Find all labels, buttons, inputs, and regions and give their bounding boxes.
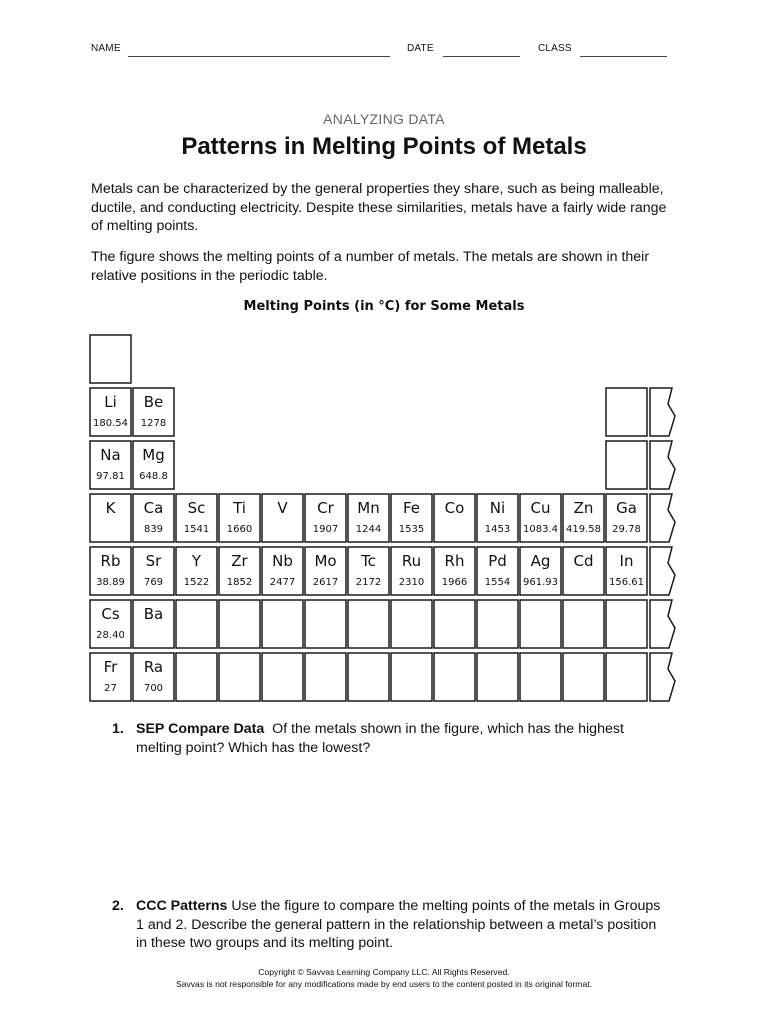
element-symbol: Nb: [272, 552, 293, 570]
element-cell: [348, 653, 389, 701]
element-cell: [219, 653, 260, 701]
element-symbol: Ag: [530, 552, 551, 570]
element-cell: [176, 653, 217, 701]
element-cell: [477, 600, 518, 648]
class-field[interactable]: [580, 56, 667, 57]
table-break-edge: [650, 600, 675, 648]
melting-point-value: 769: [143, 577, 164, 588]
element-symbol: Cu: [530, 499, 551, 517]
element-symbol: Pd: [488, 552, 507, 570]
element-cell: [434, 653, 475, 701]
element-symbol: Zr: [231, 552, 248, 570]
table-break-edge: [650, 441, 675, 489]
melting-point-value: 1966: [441, 577, 468, 588]
question-text: Use the figure to compare the melting points of the metals in Groups 1 and 2. Describe the general pattern in the relationship between a metal’s position in these two groups and its melting point.: [136, 898, 661, 951]
melting-point-value: 1278: [140, 418, 167, 429]
element-symbol: Y: [191, 552, 202, 570]
melting-point-value: 2477: [269, 577, 296, 588]
section-kicker: ANALYZING DATA: [323, 111, 445, 127]
element-cell: [563, 600, 604, 648]
element-symbol: K: [105, 499, 116, 517]
name-field[interactable]: [128, 56, 390, 57]
element-cell: [434, 600, 475, 648]
intro-paragraph-2: The figure shows the melting points of a number of metals. The metals are shown in their relative positions in the periodic table.: [91, 249, 650, 284]
element-cell: [606, 653, 647, 701]
melting-point-value: 1541: [183, 524, 210, 535]
melting-point-value: 1554: [484, 577, 511, 588]
element-symbol: Cd: [573, 552, 594, 570]
element-symbol: Cr: [317, 499, 334, 517]
melting-point-value: 1852: [226, 577, 253, 588]
figure-title: Melting Points (in °C) for Some Metals: [243, 299, 525, 314]
element-symbol: Co: [444, 499, 465, 517]
date-field[interactable]: [443, 56, 520, 57]
element-cell: [90, 335, 131, 383]
melting-point-value: 27: [104, 683, 117, 694]
question-number: 1.: [112, 721, 124, 737]
element-symbol: Mg: [142, 446, 165, 464]
element-symbol: Rh: [444, 552, 465, 570]
element-symbol: Ra: [143, 658, 164, 676]
element-cell: [262, 600, 303, 648]
melting-point-value: 648.8: [139, 471, 168, 482]
element-symbol: Cs: [101, 605, 120, 623]
question-tag: CCC Patterns: [136, 898, 228, 914]
element-cell: [348, 600, 389, 648]
page-title: Patterns in Melting Points of Metals: [181, 133, 587, 160]
element-cell: [176, 600, 217, 648]
melting-point-value: 97.81: [96, 471, 125, 482]
element-symbol: Tc: [361, 552, 376, 570]
date-label: DATE: [407, 43, 434, 54]
melting-point-value: 961.93: [523, 577, 558, 588]
melting-point-value: 2617: [312, 577, 339, 588]
element-cell: [606, 388, 647, 436]
melting-point-value: 1660: [226, 524, 253, 535]
table-break-edge: [650, 388, 675, 436]
melting-point-value: 1453: [484, 524, 511, 535]
element-cell: [305, 600, 346, 648]
element-cell: [477, 653, 518, 701]
element-cell: [563, 653, 604, 701]
question-tag: SEP Compare Data: [136, 721, 265, 737]
melting-point-value: 2310: [398, 577, 425, 588]
melting-point-value: 1535: [398, 524, 425, 535]
element-cell: [262, 653, 303, 701]
question-number: 2.: [112, 898, 124, 914]
melting-point-value: 156.61: [609, 577, 644, 588]
table-break-edge: [650, 547, 675, 595]
element-symbol: Na: [100, 446, 121, 464]
melting-point-value: 419.58: [566, 524, 601, 535]
element-cell: [520, 653, 561, 701]
element-cell: [219, 600, 260, 648]
class-label: CLASS: [538, 43, 572, 54]
element-symbol: Ni: [489, 499, 506, 517]
element-cell: [606, 600, 647, 648]
melting-point-value: 180.54: [93, 418, 128, 429]
melting-point-value: 700: [143, 683, 164, 694]
element-symbol: Be: [143, 393, 164, 411]
element-cell: [520, 600, 561, 648]
element-symbol: Rb: [100, 552, 121, 570]
element-symbol: In: [619, 552, 634, 570]
element-symbol: Zn: [573, 499, 594, 517]
element-symbol: Fe: [402, 499, 421, 517]
element-cell: [391, 653, 432, 701]
melting-point-table: [88, 305, 688, 705]
element-symbol: Ti: [233, 499, 246, 517]
copyright-footer: [0, 966, 768, 990]
question-text: Of the metals shown in the figure, which has the highest melting point? Which has the lowest?: [136, 721, 624, 756]
table-break-edge: [650, 494, 675, 542]
element-symbol: Sr: [145, 552, 162, 570]
element-symbol: Ca: [143, 499, 164, 517]
element-symbol: Mn: [357, 499, 380, 517]
element-cell: [391, 600, 432, 648]
melting-point-value: 29.78: [612, 524, 641, 535]
copyright-line: Copyright © Savvas Learning Company LLC. All Rights Reserved.: [258, 967, 510, 977]
melting-point-value: 1907: [312, 524, 339, 535]
melting-point-value: 1083.4: [523, 524, 558, 535]
element-cell: [305, 653, 346, 701]
melting-point-value: 1244: [355, 524, 382, 535]
element-symbol: Fr: [103, 658, 118, 676]
element-symbol: Sc: [187, 499, 206, 517]
disclaimer-line: Savvas is not responsible for any modifications made by end users to the content posted in its original format.: [175, 979, 593, 989]
element-symbol: Ga: [616, 499, 637, 517]
melting-point-value: 2172: [355, 577, 382, 588]
element-cell: [606, 441, 647, 489]
table-break-edge: [650, 653, 675, 701]
element-symbol: Ru: [401, 552, 422, 570]
element-symbol: V: [277, 499, 288, 517]
element-symbol: Ba: [143, 605, 164, 623]
melting-point-value: 28.40: [96, 630, 125, 641]
melting-point-value: 839: [143, 524, 164, 535]
melting-point-value: 38.89: [96, 577, 125, 588]
name-label: NAME: [91, 43, 121, 54]
intro-paragraph-1: Metals can be characterized by the general properties they share, such as being malleable, ductile, and conducting electricity. Despite these similarities, metals have a fairly wide range of melting points.: [91, 181, 667, 234]
melting-point-value: 1522: [183, 577, 210, 588]
element-symbol: Li: [104, 393, 117, 411]
element-symbol: Mo: [314, 552, 337, 570]
